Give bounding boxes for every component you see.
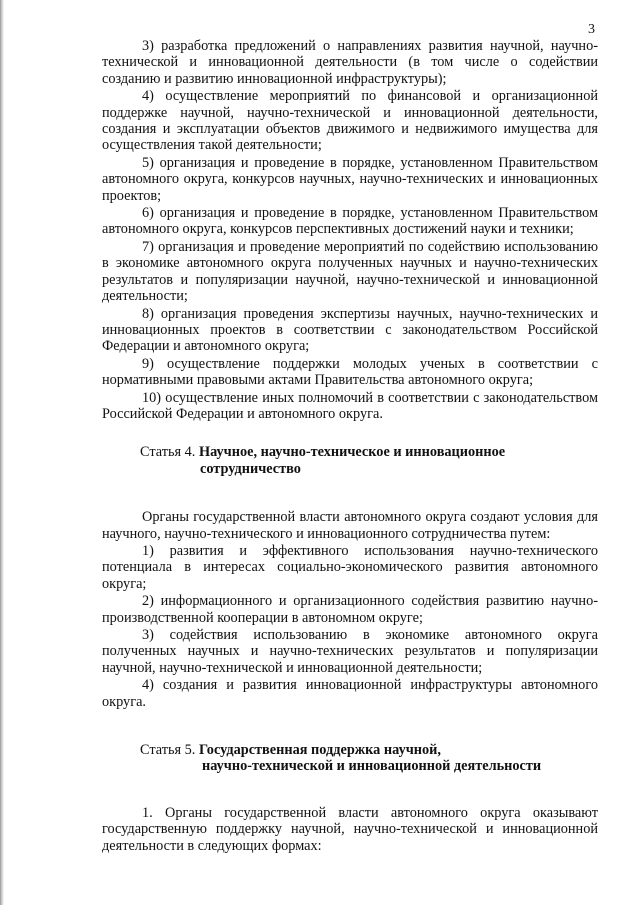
article5-title-line1: Государственная поддержка научной,: [198, 742, 441, 759]
article4-item-2: 2) информационного и организационного содействия развитию научно-производственной кооперации в автономном округе;: [102, 593, 598, 626]
article4-title-line1: Научное, научно-техническое и инновационное: [198, 444, 506, 461]
article5-item-1: 1. Органы государственной власти автономного округа оказывают государственную поддержку научной, научно-технической и инновационной деятельности в следующих формах:: [102, 804, 598, 854]
article4-item-3: 3) содействия использованию в экономике автономного округа полученных научных и научно-технических результатов и популяризации научной, научно-технической и инновационной деятельности;: [102, 627, 598, 676]
article3-item-6: 6) организация и проведение в порядке, установленном Правительством автономного округа, конкурсов перспективных достижений науки и техники;: [102, 205, 598, 238]
article4-prefix: Статья 4.: [140, 444, 199, 461]
article4-item-1: 1) развития и эффективного использования научно-технического потенциала в интересах социально-экономического развития автономного округа;: [102, 542, 598, 592]
article4-heading: [102, 444, 598, 477]
article3-item-10: 10) осуществление иных полномочий в соответствии с законодательством Российской Федерации и автономного округа.: [102, 389, 598, 422]
article3-item-4: 4) осуществление мероприятий по финансовой и организационной поддержке научной, научно-технической и инновационной деятельности, создания и эксплуатации объектов движимого и недвижимого имущества для осуществления такой деятельности;: [102, 88, 598, 154]
document-body: [102, 38, 598, 855]
article5-heading: [102, 742, 598, 775]
article4-intro: Органы государственной власти автономного округа создают условия для научного, научно-технического и инновационного сотрудничества путем:: [102, 509, 598, 542]
page-number: 3: [588, 22, 595, 37]
article3-item-5: 5) организация и проведение в порядке, установленном Правительством автономного округа, конкурсов научных, научно-технических и инновационных проектов;: [102, 154, 598, 204]
article3-item-3: 3) разработка предложений о направлениях развития научной, научно-технической и инновационной деятельности (в том числе о содействии созданию и развитию инновационной инфраструктуры);: [102, 38, 598, 87]
article4-title-line2: сотрудничество: [200, 460, 301, 477]
scan-edge: [0, 0, 4, 905]
article3-item-9: 9) осуществление поддержки молодых ученых в соответствии с нормативными правовыми актами Правительства автономного округа;: [102, 355, 598, 389]
article3-item-7: 7) организация и проведение мероприятий по содействию использованию в экономике автономного округа полученных научных и научно-технических результатов и популяризации научной, научно-технической и инновационной деятельности;: [102, 238, 598, 305]
article4-item-4: 4) создания и развития инновационной инфраструктуры автономного округа.: [102, 677, 598, 710]
article5-prefix: Статья 5.: [140, 742, 199, 759]
article5-title-line2: научно-технической и инновационной деятельности: [202, 758, 542, 775]
article3-item-8: 8) организация проведения экспертизы научных, научно-технических и инновационных проектов в соответствии с законодательством Российской Федерации и автономного округа;: [102, 305, 598, 355]
